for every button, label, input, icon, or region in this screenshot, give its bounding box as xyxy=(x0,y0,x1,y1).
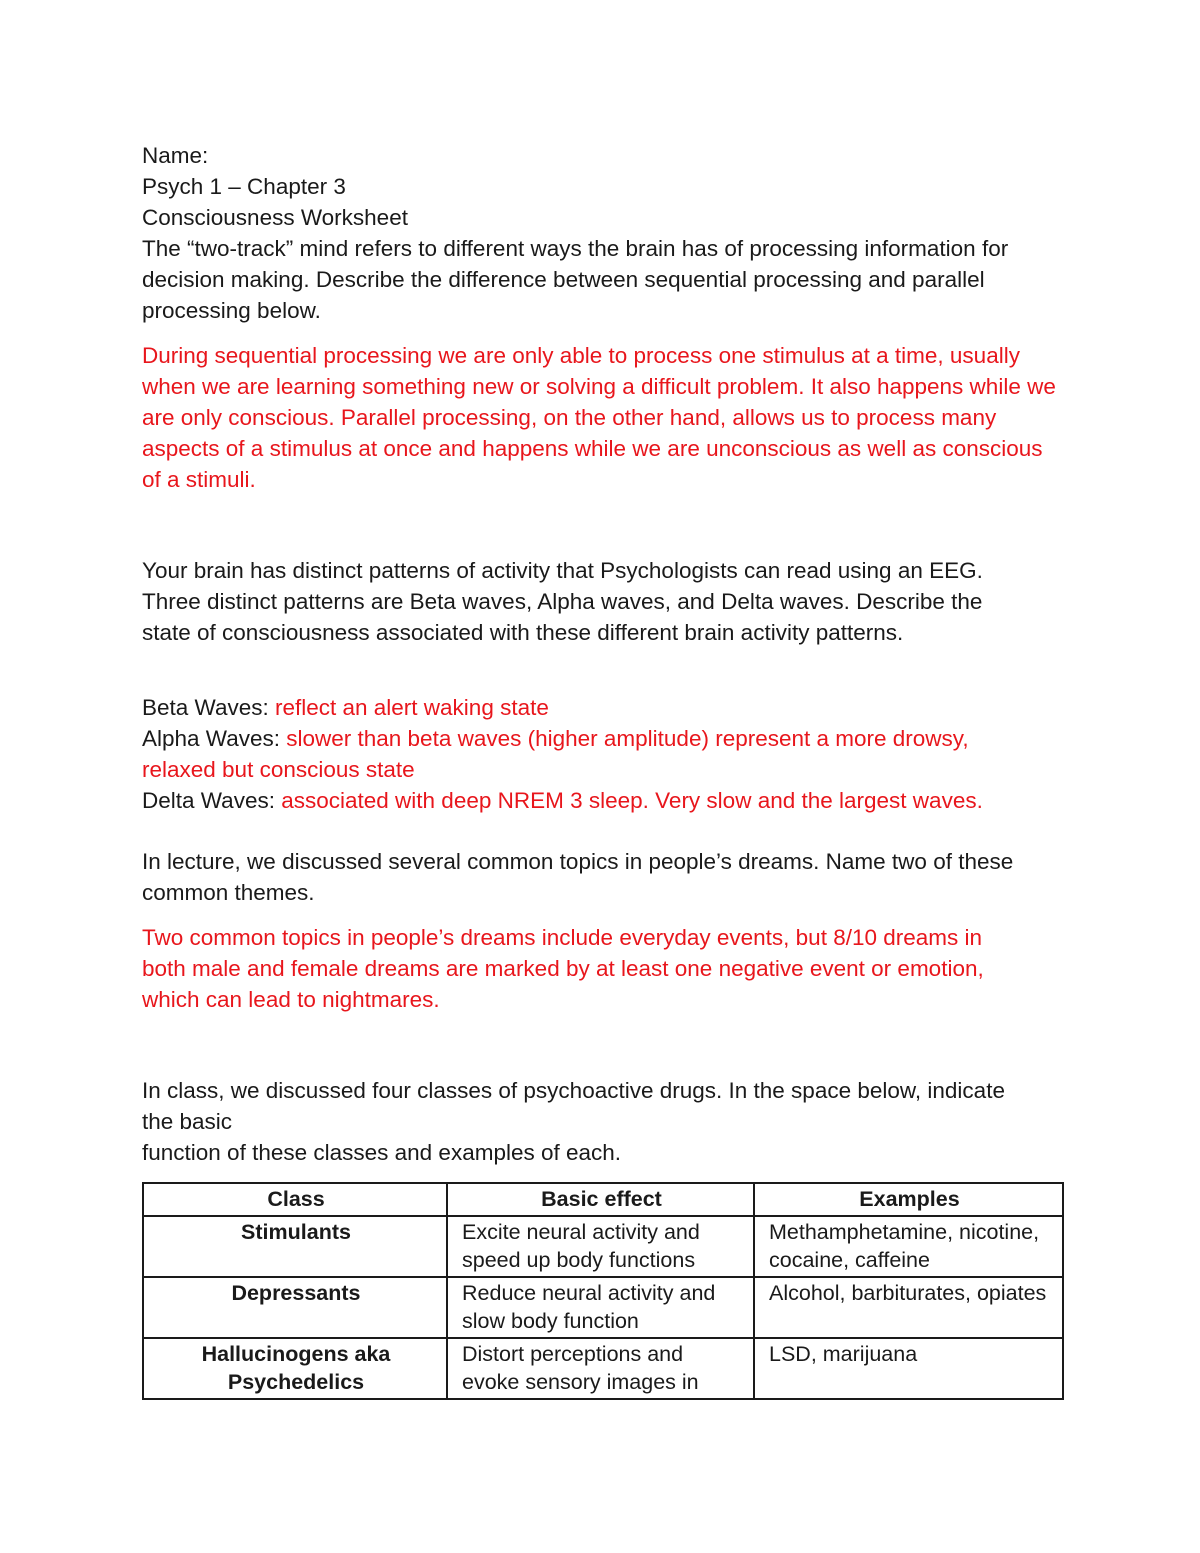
examples-cell: Methamphetamine, nicotine, cocaine, caffeine xyxy=(754,1216,1063,1277)
basic-effect-cell: Reduce neural activity and slow body function xyxy=(447,1277,754,1338)
wave-label: Alpha Waves: xyxy=(142,726,287,751)
table-row xyxy=(143,1277,1063,1338)
drug-class-cell: Hallucinogens aka Psychedelics xyxy=(143,1338,447,1399)
question-2-prompt: Your brain has distinct patterns of activity that Psychologists can read using an EEG. Three distinct patterns are Beta waves, Alpha waves, and Delta waves. Describe the state of consciousness associated with these different brain activity patterns. xyxy=(142,558,983,645)
table-header-row xyxy=(143,1183,1063,1216)
examples-cell: Alcohol, barbiturates, opiates xyxy=(754,1277,1063,1338)
examples-cell: LSD, marijuana xyxy=(754,1338,1063,1399)
column-header-class: Class xyxy=(143,1183,447,1216)
wave-answer: reflect an alert waking state xyxy=(274,695,549,720)
wave-item-alpha xyxy=(142,723,1022,785)
question-3-prompt: In lecture, we discussed several common topics in people’s dreams. Name two of these common themes. xyxy=(142,849,1014,905)
course-title: Psych 1 – Chapter 3 xyxy=(142,174,346,199)
basic-effect-cell: Distort perceptions and evoke sensory images in xyxy=(447,1338,754,1399)
basic-effect-cell: Excite neural activity and speed up body functions xyxy=(447,1216,754,1277)
column-header-basic-effect: Basic effect xyxy=(447,1183,754,1216)
wave-answer: associated with deep NREM 3 sleep. Very slow and the largest waves. xyxy=(281,788,983,813)
question-4-prompt: In class, we discussed four classes of psychoactive drugs. In the space below, indicate the basic xyxy=(142,1078,1005,1134)
worksheet-page xyxy=(142,140,1062,1400)
drug-class-cell: Stimulants xyxy=(143,1216,447,1277)
wave-item-delta xyxy=(142,785,1022,816)
question-4-prompt-continued: function of these classes and examples of each. xyxy=(142,1140,622,1165)
table-row xyxy=(143,1338,1063,1399)
wave-list xyxy=(142,692,1022,816)
wave-item-beta xyxy=(142,692,1022,723)
name-label: Name: xyxy=(142,143,209,168)
column-header-examples: Examples xyxy=(754,1183,1063,1216)
wave-label: Beta Waves: xyxy=(142,695,275,720)
question-1-prompt: The “two-track” mind refers to different ways the brain has of processing information for decision making. Describe the difference between sequential processing and parallel processing below. xyxy=(142,236,1009,323)
wave-label: Delta Waves: xyxy=(142,788,282,813)
worksheet-title: Consciousness Worksheet xyxy=(142,205,408,230)
drug-classes-table xyxy=(142,1182,1064,1400)
wave-answer: slower than beta waves (higher amplitude) represent a more drowsy, relaxed but conscious state xyxy=(142,726,969,782)
question-1-answer: During sequential processing we are only able to process one stimulus at a time, usually when we are learning something new or solving a difficult problem. It also happens while we are only conscious. Parallel processing, on the other hand, allows us to process many aspects of a stimulus at once and happens while we are unconscious as well as conscious of a stimuli. xyxy=(142,343,1056,492)
drug-class-cell: Depressants xyxy=(143,1277,447,1338)
question-3-answer: Two common topics in people’s dreams include everyday events, but 8/10 dreams in both male and female dreams are marked by at least one negative event or emotion, which can lead to nightmares. xyxy=(142,925,984,1012)
table-row xyxy=(143,1216,1063,1277)
